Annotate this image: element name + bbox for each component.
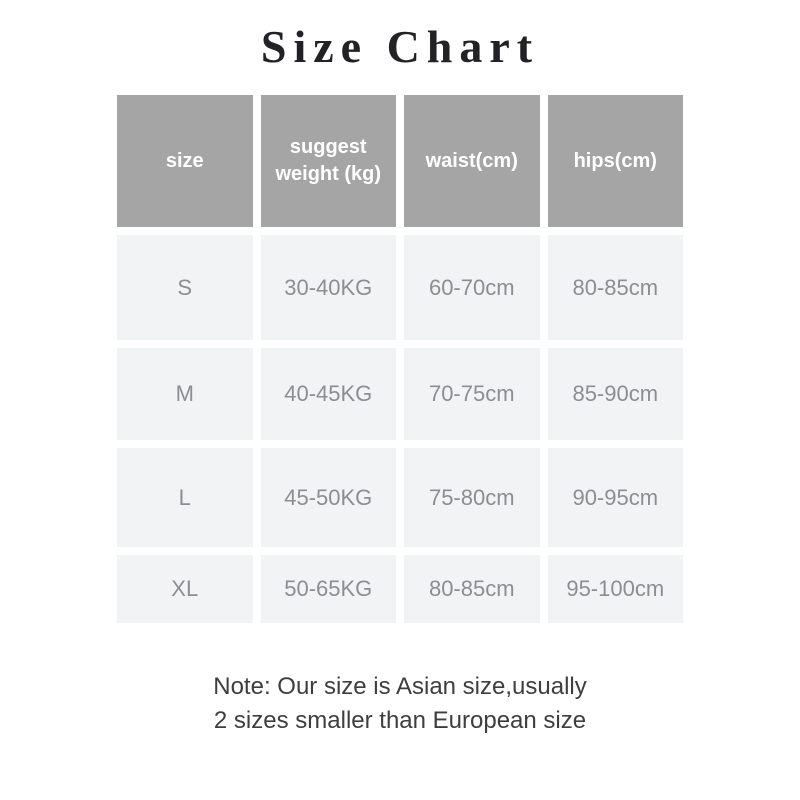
size-cell: XL [117, 555, 253, 623]
page-title: Size Chart [260, 21, 540, 72]
column-header-waist: waist(cm) [404, 95, 540, 227]
waist-cell: 80-85cm [404, 555, 540, 623]
hips-cell: 90-95cm [548, 448, 684, 547]
waist-cell: 70-75cm [404, 348, 540, 440]
size-note-line-1: Note: Our size is Asian size,usually [213, 673, 587, 700]
column-header-size: size [117, 95, 253, 227]
size-note [0, 670, 800, 738]
hips-cell: 80-85cm [548, 235, 684, 340]
waist-cell: 60-70cm [404, 235, 540, 340]
weight-cell: 30-40KG [261, 235, 397, 340]
size-cell: S [117, 235, 253, 340]
weight-cell: 40-45KG [261, 348, 397, 440]
size-note-line-2: 2 sizes smaller than European size [213, 707, 587, 734]
size-cell: L [117, 448, 253, 547]
size-table [117, 95, 683, 623]
weight-cell: 50-65KG [261, 555, 397, 623]
column-header-weight: suggest weight (kg) [261, 95, 397, 227]
hips-cell: 85-90cm [548, 348, 684, 440]
waist-cell: 75-80cm [404, 448, 540, 547]
hips-cell: 95-100cm [548, 555, 684, 623]
size-cell: M [117, 348, 253, 440]
column-header-hips: hips(cm) [548, 95, 684, 227]
weight-cell: 45-50KG [261, 448, 397, 547]
